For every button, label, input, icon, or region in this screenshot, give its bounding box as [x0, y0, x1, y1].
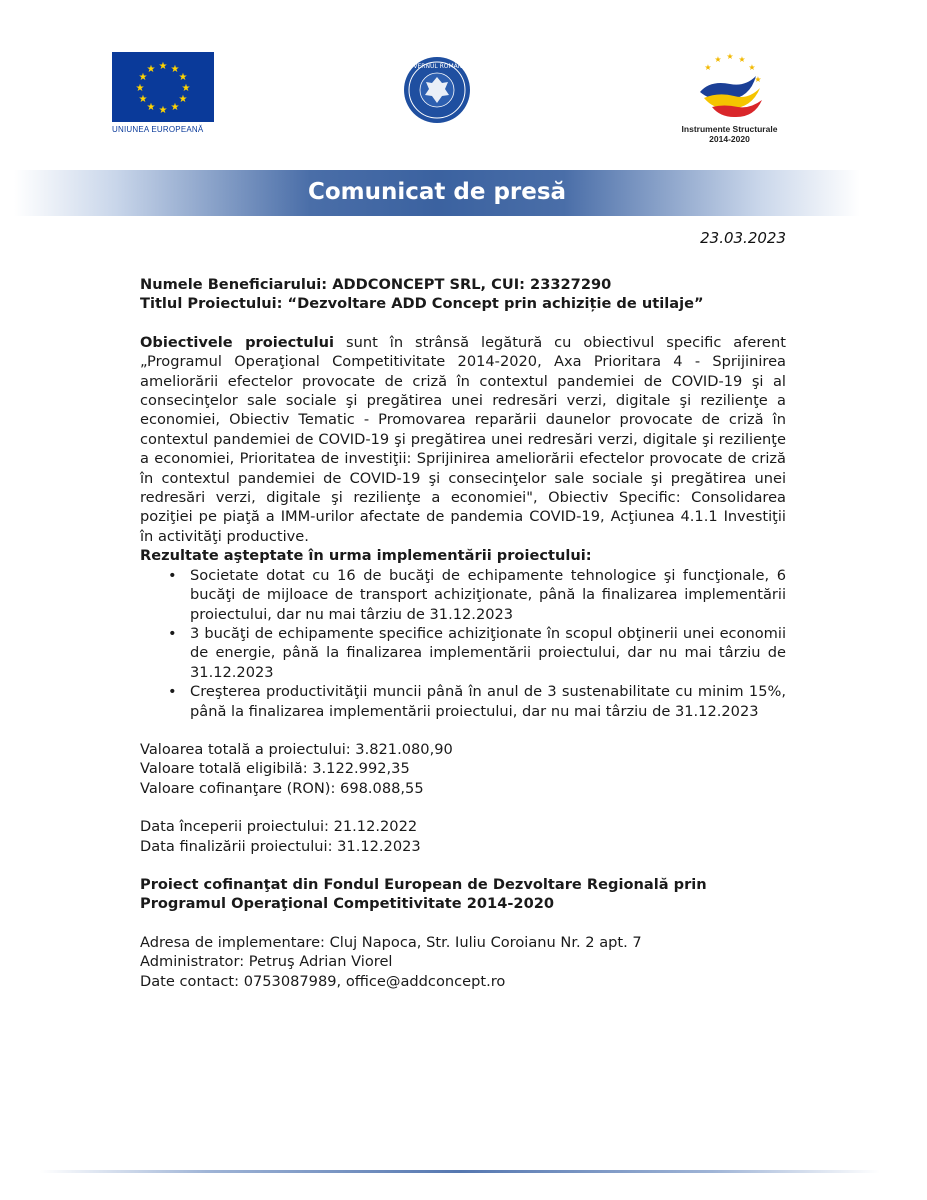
eligible-value: Valoare totală eligibilă: 3.122.992,35	[140, 760, 410, 778]
results-label-suffix: :	[585, 547, 592, 565]
svg-text:★: ★	[158, 61, 168, 72]
objectives-text: sunt în strânsă legătură cu obiectivul specific aferent „Programul Operaţional Competitivitate 2014-2020, Axa Prioritara 4 - Sprijinirea ameliorării efectelor provocate de criză în contextul pandemiei de COVID-19 şi al consecinţelor sale sociale şi pregătirea unei redresări verzi, digitale şi rezilienţe a economiei, Obiectiv Tematic - Promovarea reparării daunelor provocate de criză în contextul pandemiei de COVID-19 şi pregătirea unei redresări verzi, digitale şi rezilienţe a economiei, Prioritatea de investiţii: Sprijinirea ameliorării efectelor provocate de criză în contextul pandemiei de COVID-19 şi consecinţelor sale sociale şi pregătirea unei redresări verzi, digitale şi rezilienţe a economiei", Obiectiv Specific: Consolidarea poziţiei pe piaţă a IMM-urilor afectate de pandemia COVID-19, Acţiunea 4.1.1 Investiţii în activităţi productive.	[140, 333, 786, 545]
cofinancing-value: Valoare cofinanţare (RON): 698.088,55	[140, 779, 424, 797]
svg-text:★: ★	[158, 105, 168, 116]
svg-text:★: ★	[737, 55, 746, 64]
svg-text:★: ★	[170, 64, 180, 75]
objectives-paragraph	[140, 333, 786, 546]
start-date: Data începerii proiectului: 21.12.2022	[140, 818, 418, 836]
beneficiary-line	[140, 275, 786, 294]
release-date: 23.03.2023	[700, 229, 786, 247]
footer-divider	[40, 1170, 880, 1173]
is-swoosh-icon	[690, 52, 770, 120]
svg-text:★: ★	[146, 64, 156, 75]
contact-details: Date contact: 0753087989, office@addconcept.ro	[140, 972, 506, 990]
svg-text:★: ★	[170, 102, 180, 113]
instrumente-structurale-logo	[672, 52, 787, 152]
seal-icon	[402, 55, 472, 125]
svg-text:★: ★	[725, 52, 734, 61]
svg-text:★: ★	[713, 55, 722, 64]
seal-text-top: GUVERNUL ROMÂNIEI	[404, 63, 470, 70]
svg-text:★: ★	[178, 72, 188, 83]
eu-logo	[112, 52, 214, 136]
eu-caption: UNIUNEA EUROPEANĂ	[112, 125, 204, 134]
document-body	[140, 275, 786, 991]
project-title-value: : “Dezvoltare ADD Concept prin achiziție de utilaje”	[276, 295, 704, 313]
svg-text:★: ★	[135, 83, 145, 94]
government-seal-logo	[402, 55, 472, 125]
project-title-label: Titlul Proiectului	[140, 295, 277, 313]
results-heading	[140, 546, 786, 565]
svg-text:★: ★	[138, 72, 148, 83]
list-item: • Societate dotat cu 16 de bucăţi de echipamente tehnologice şi funcţionale, 6 bucăţi de mijloace de transport achiziţionate, până la finalizarea implementării proiectului, dar nu mai târziu de 31.12.2023	[190, 566, 786, 624]
results-list	[140, 566, 786, 721]
results-label: Rezultate aşteptate în urma implementării proiectului	[140, 547, 586, 565]
funding-statement: Proiect cofinanţat din Fondul European de Dezvoltare Regională prin Programul Operaţional Competitivitate 2014-2020	[140, 875, 707, 913]
is-caption-line2: 2014-2020	[709, 134, 750, 144]
total-value: Valoarea totală a proiectului: 3.821.080,90	[140, 740, 453, 758]
beneficiary-value: : ADDCONCEPT SRL, CUI: 23327290	[321, 276, 612, 293]
svg-text:★: ★	[747, 63, 756, 72]
eu-stars-icon	[112, 52, 214, 122]
eu-flag-icon	[112, 52, 214, 122]
svg-text:★: ★	[181, 83, 191, 94]
administrator: Administrator: Petruş Adrian Viorel	[140, 953, 393, 971]
list-item: • Creşterea productivităţii muncii până în anul de 3 sustenabilitate cu minim 15%, până la finalizarea implementării proiectului, dar nu mai târziu de 31.12.2023	[190, 682, 786, 721]
list-item: • 3 bucăţi de echipamente specifice achiziţionate în scopul obţinerii unei economii de energie, până la finalizarea implementării proiectului, dar nu mai târziu de 31.12.2023	[190, 624, 786, 682]
svg-text:★: ★	[703, 63, 712, 72]
svg-text:★: ★	[138, 94, 148, 105]
banner-title: Comunicat de presă	[307, 179, 567, 205]
press-release-banner	[14, 170, 860, 216]
implementation-address: Adresa de implementare: Cluj Napoca, Str. Iuliu Coroianu Nr. 2 apt. 7	[140, 933, 642, 951]
end-date: Data finalizării proiectului: 31.12.2023	[140, 837, 421, 855]
is-caption-line1: Instrumente Structurale	[681, 124, 778, 134]
project-title-line	[140, 294, 786, 313]
svg-text:★: ★	[753, 75, 762, 84]
beneficiary-label: Numele Beneficiarului	[140, 276, 322, 293]
svg-text:★: ★	[178, 94, 188, 105]
objectives-label: Obiectivele proiectului	[140, 333, 335, 351]
svg-text:★: ★	[146, 102, 156, 113]
